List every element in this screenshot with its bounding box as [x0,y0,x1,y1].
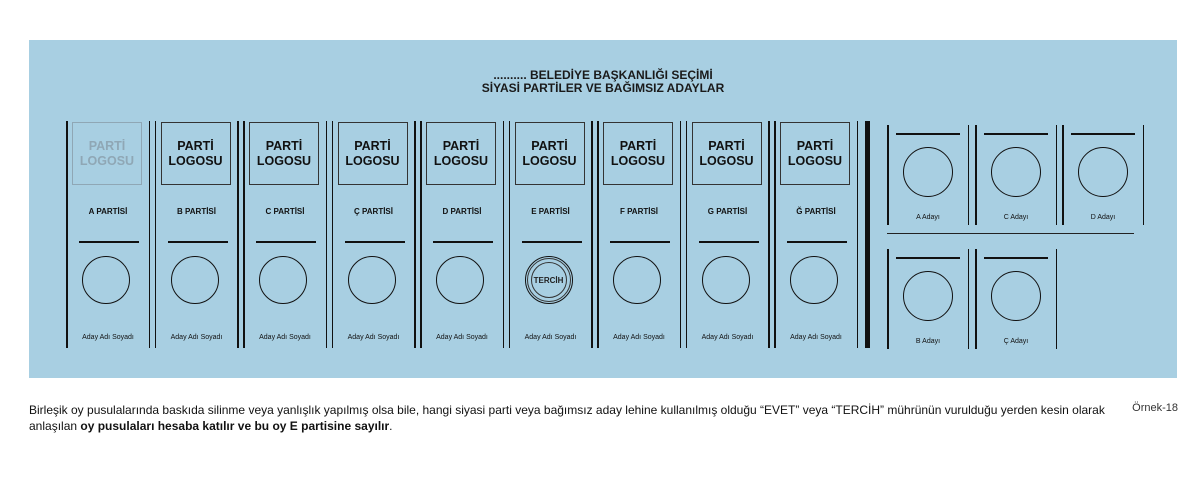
candidate-label: Ç Adayı [1003,338,1029,345]
column-border-left [774,121,776,348]
independent-candidate [887,249,969,349]
candidate-label: A Adayı [916,214,940,221]
column-border-left [887,249,889,349]
independent-candidate [887,125,969,225]
candidate-label: D Adayı [1090,214,1116,221]
party-logo: PARTİ LOGOSU [426,122,496,185]
column-border-left [243,121,245,348]
column-border-right [968,249,970,349]
stamp-text: TERCİH [531,262,567,298]
vote-circle [348,256,396,304]
party-column [420,121,504,348]
column-border-right [1143,125,1145,225]
candidate-topline [984,257,1048,259]
party-logo: PARTİ LOGOSU [161,122,231,185]
vote-circle [82,256,130,304]
vote-circle [790,256,838,304]
candidate-label: C Adayı [1003,214,1029,221]
candidate-name: Aday Adı Soyadı [613,334,665,341]
vote-circle [991,147,1041,197]
party-name: C PARTİSİ [265,207,305,216]
party-column [243,121,327,348]
vote-circle [991,271,1041,321]
party-column [332,121,416,348]
party-logo: PARTİ LOGOSU [780,122,850,185]
party-underline [610,241,670,243]
tercih-stamp [527,258,571,302]
independent-candidate [1062,125,1144,225]
vote-circle [259,256,307,304]
column-border-left [332,121,334,348]
vote-circle [1078,147,1128,197]
party-name: A PARTİSİ [88,207,128,216]
party-name: Ğ PARTİSİ [796,207,836,216]
candidate-name: Aday Adı Soyadı [790,334,842,341]
caption-end: . [389,419,393,433]
party-underline [168,241,228,243]
vote-circle [903,147,953,197]
party-underline [522,241,582,243]
candidate-topline [1071,133,1135,135]
candidate-name: Aday Adı Soyadı [347,334,400,341]
candidate-name: Aday Adı Soyadı [170,334,223,341]
party-underline [256,241,316,243]
column-border-right [1056,249,1058,349]
vote-circle [903,271,953,321]
column-border-right [503,121,505,348]
vote-circle [436,256,484,304]
candidate-topline [984,133,1048,135]
party-column [66,121,150,348]
party-logo: PARTİ LOGOSU [72,122,142,185]
candidate-topline [896,257,960,259]
column-border-right [149,121,151,348]
candidate-name: Aday Adı Soyadı [436,334,488,341]
independent-candidate [975,125,1057,225]
column-border-left [420,121,422,348]
party-logo: PARTİ LOGOSU [338,122,408,185]
column-border-left [597,121,599,348]
column-border-right [237,121,239,348]
party-logo: PARTİ LOGOSU [515,122,585,185]
column-border-left [1062,125,1064,225]
independent-candidate [975,249,1057,349]
column-border-right [414,121,416,348]
party-name: B PARTİSİ [177,207,216,216]
column-border-right [857,121,859,348]
candidate-topline [896,133,960,135]
column-border-right [768,121,770,348]
party-logo: PARTİ LOGOSU [603,122,673,185]
party-underline [345,241,405,243]
party-underline [79,241,139,243]
vote-circle [702,256,750,304]
candidate-name: Aday Adı Soyadı [82,334,134,341]
vote-circle [613,256,661,304]
candidate-name: Aday Adı Soyadı [701,334,754,341]
example-caption [29,402,1109,434]
candidate-name: Aday Adı Soyadı [259,334,311,341]
column-border-left [509,121,511,348]
ballot-title: .......... BELEDİYE BAŞKANLIĞI SEÇİMİ [493,68,713,82]
party-logo: PARTİ LOGOSU [692,122,762,185]
column-border-right [591,121,593,348]
column-border-right [326,121,328,348]
example-number: Örnek-18 [1132,402,1178,414]
column-border-left [155,121,157,348]
ballot-paper [29,40,1177,378]
party-name: E PARTİSİ [531,207,570,216]
caption-bold-text: oy pusulaları hesaba katılır ve bu oy E partisine sayılır [80,419,390,433]
caption-text: Birleşik oy pusulalarında baskıda silinme veya yanlışlık yapılmış olsa bile, hangi siyasi parti veya bağımsız aday lehine kullanılmış olduğu “EVET” veya “TERCİH” mührünün vurulduğu yerden kesin olarak anlaşılan [29,403,1105,433]
vote-circle [171,256,219,304]
party-column [509,121,593,348]
party-underline [787,241,847,243]
party-underline [433,241,493,243]
party-name: D PARTİSİ [442,207,482,216]
column-border-left [66,121,68,348]
column-border-right [1056,125,1058,225]
column-border-left [686,121,688,348]
party-name: Ç PARTİSİ [354,207,393,216]
party-name: F PARTİSİ [619,207,659,216]
independent-row-separator [887,233,1134,234]
column-border-left [887,125,889,225]
ballot-subtitle: SİYASİ PARTİLER VE BAĞIMSIZ ADAYLAR [481,81,725,95]
column-border-right [680,121,682,348]
column-border-left [975,249,977,349]
party-column [686,121,770,348]
party-column [597,121,681,348]
party-underline [699,241,759,243]
column-border-left [975,125,977,225]
column-border-right [968,125,970,225]
section-divider [865,121,870,348]
candidate-name: Aday Adı Soyadı [524,334,577,341]
party-logo: PARTİ LOGOSU [249,122,319,185]
candidate-label: B Adayı [915,338,941,345]
party-column [155,121,239,348]
party-column [774,121,858,348]
party-name: G PARTİSİ [707,207,748,216]
